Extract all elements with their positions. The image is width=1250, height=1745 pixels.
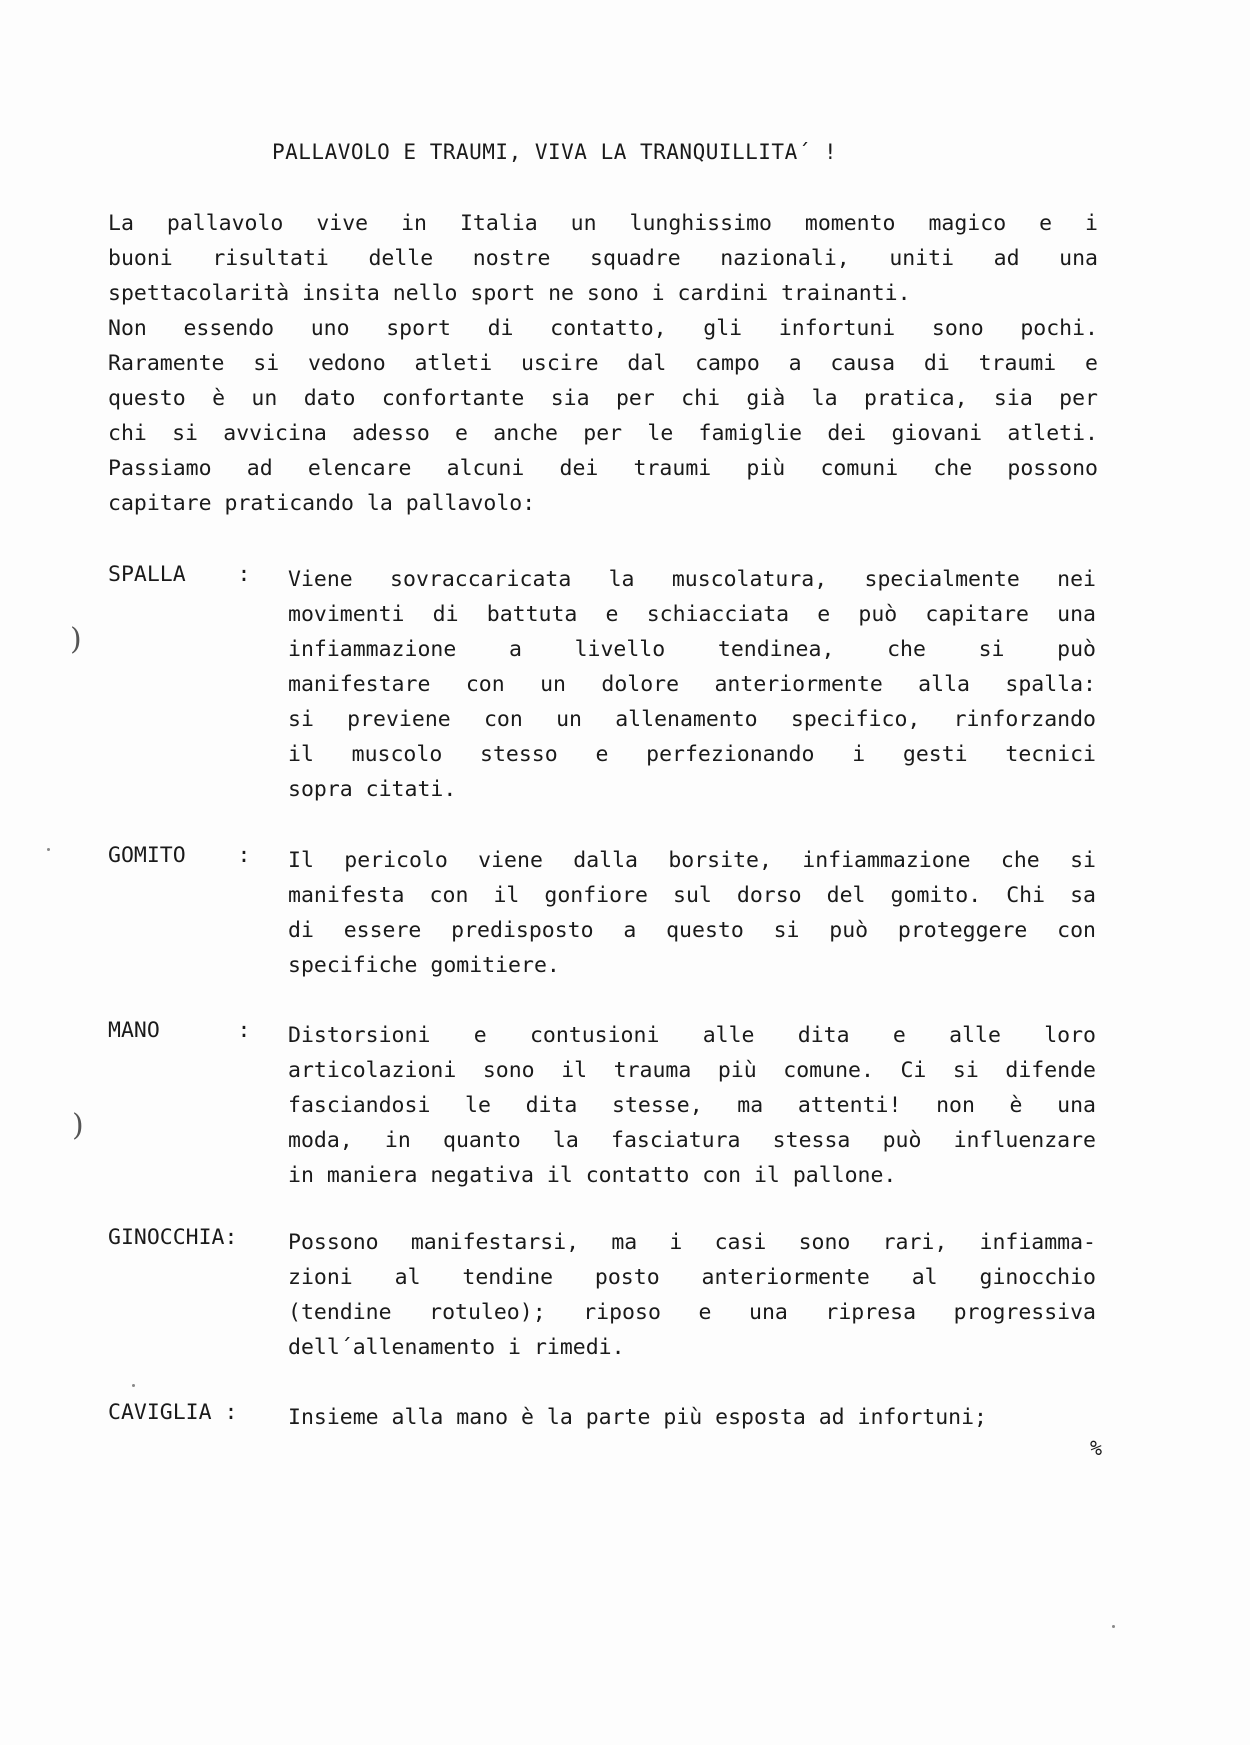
text-line: moda, in quanto la fasciatura stessa può influenzare [288, 1128, 1096, 1153]
text-line: zioni al tendine posto anteriormente al ginocchio [288, 1265, 1096, 1290]
text-line: in maniera negativa il contatto con il pallone. [288, 1163, 897, 1188]
scan-speck [132, 1384, 135, 1387]
text-line: specifiche gomitiere. [288, 953, 560, 978]
binder-hole-mark: ) [70, 622, 82, 657]
text-line: Viene sovraccaricata la muscolatura, specialmente nei [288, 567, 1096, 592]
text-line: (tendine rotuleo); riposo e una ripresa progressiva [288, 1300, 1096, 1325]
text-line: Il pericolo viene dalla borsite, infiammazione che si [288, 848, 1096, 873]
entry-label: CAVIGLIA : [108, 1400, 238, 1425]
text-line: Possono manifestarsi, ma i casi sono rari, infiamma- [288, 1230, 1096, 1255]
text-line: sopra citati. [288, 777, 457, 802]
text-line: Non essendo uno sport di contatto, gli infortuni sono pochi. [108, 316, 1098, 341]
entry-body [288, 1018, 1096, 1193]
text-line: Insieme alla mano è la parte più esposta ad infortuni; [288, 1405, 987, 1430]
entry-body [288, 1400, 1096, 1435]
text-line: il muscolo stesso e perfezionando i gesti tecnici [288, 742, 1096, 767]
scan-speck [47, 848, 50, 851]
binder-hole-mark: ) [72, 1108, 84, 1143]
text-line: manifestare con un dolore anteriormente alla spalla: [288, 672, 1096, 697]
scan-speck [1112, 1625, 1115, 1628]
document-title: PALLAVOLO E TRAUMI, VIVA LA TRANQUILLITA´ ! [272, 140, 838, 164]
text-line: Raramente si vedono atleti uscire dal campo a causa di traumi e [108, 351, 1098, 376]
text-line: fasciandosi le dita stesse, ma attenti! non è una [288, 1093, 1096, 1118]
entry-body [288, 1225, 1096, 1365]
entry-label: MANO : [108, 1018, 251, 1043]
text-line: spettacolarità insita nello sport ne sono i cardini trainanti. [108, 281, 911, 306]
entry-label: GINOCCHIA: [108, 1225, 238, 1250]
text-line: si previene con un allenamento specifico, rinforzando [288, 707, 1096, 732]
text-line: Distorsioni e contusioni alle dita e alle loro [288, 1023, 1096, 1048]
text-line: dell´allenamento i rimedi. [288, 1335, 625, 1360]
text-line: buoni risultati delle nostre squadre nazionali, uniti ad una [108, 246, 1098, 271]
text-line: questo è un dato confortante sia per chi già la pratica, sia per [108, 386, 1098, 411]
entry-label: SPALLA : [108, 562, 251, 587]
entry-body [288, 843, 1096, 983]
entry-body [288, 562, 1096, 807]
continuation-mark: % [1090, 1436, 1103, 1460]
text-line: Passiamo ad elencare alcuni dei traumi più comuni che possono [108, 456, 1098, 481]
text-line: manifesta con il gonfiore sul dorso del gomito. Chi sa [288, 883, 1096, 908]
intro-paragraph [108, 206, 1098, 521]
text-line: articolazioni sono il trauma più comune. Ci si difende [288, 1058, 1096, 1083]
entry-label: GOMITO : [108, 843, 251, 868]
text-line: La pallavolo vive in Italia un lunghissimo momento magico e i [108, 211, 1098, 236]
text-line: movimenti di battuta e schiacciata e può capitare una [288, 602, 1096, 627]
text-line: chi si avvicina adesso e anche per le famiglie dei giovani atleti. [108, 421, 1098, 446]
text-line: di essere predisposto a questo si può proteggere con [288, 918, 1096, 943]
text-line: capitare praticando la pallavolo: [108, 491, 536, 516]
text-line: infiammazione a livello tendinea, che si può [288, 637, 1096, 662]
